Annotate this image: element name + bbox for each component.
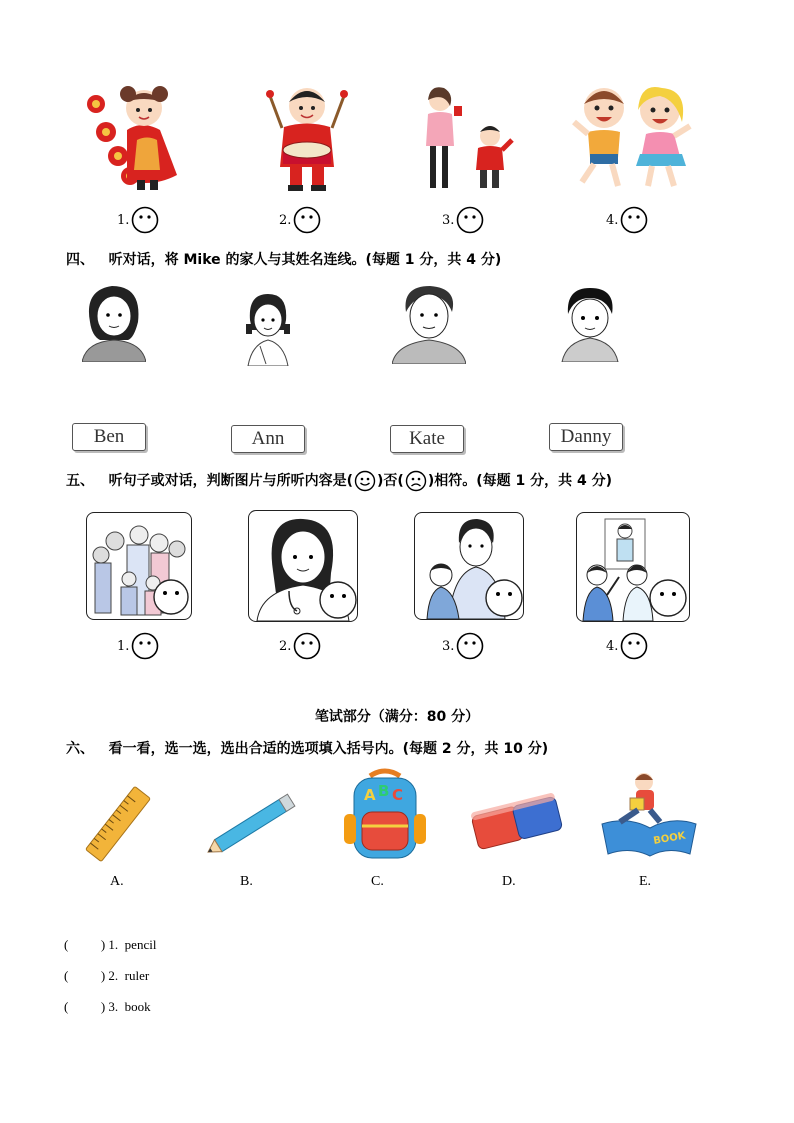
- answer-blank[interactable]: ( ) 2.: [64, 968, 119, 983]
- smiley-face-icon[interactable]: [293, 206, 321, 234]
- svg-text:B: B: [378, 782, 390, 800]
- top-item-4: [606, 206, 648, 234]
- section-instruction-a: 听句子或对话，判断图片与所听内容是(: [108, 473, 354, 489]
- illustration-girl-lanterns: [82, 80, 194, 195]
- illustration-eraser: [468, 790, 566, 856]
- smiley-face-icon[interactable]: [620, 206, 648, 234]
- section-number: 六、: [66, 741, 94, 757]
- item-number: 4.: [606, 212, 619, 228]
- top-item-1: [117, 206, 159, 234]
- answer-blank[interactable]: ( ) 3.: [64, 999, 119, 1014]
- section-instruction: 看一看，选一选，选出合适的选项填入括号内。(每题 2 分，共 10 分): [108, 741, 549, 757]
- section-number: 五、: [66, 473, 94, 489]
- question-word: book: [124, 999, 151, 1014]
- name-box-ann[interactable]: [231, 425, 305, 453]
- section-number: 四、: [66, 252, 94, 268]
- section-instruction: 听对话，将 Mike 的家人与其姓名连线。(每题 1 分，共 4 分): [108, 252, 502, 268]
- portrait-woman: [82, 282, 146, 362]
- option-d-label: D.: [502, 874, 516, 889]
- illustration-two-kids-jumping: [570, 82, 696, 194]
- illustration-backpack: [340, 766, 430, 864]
- item-number: 1.: [117, 638, 130, 654]
- question-word: pencil: [124, 937, 157, 952]
- portrait-boy: [560, 286, 620, 362]
- smiley-face-icon[interactable]: [131, 206, 159, 234]
- smiley-face-icon[interactable]: [456, 206, 484, 234]
- s5-item-4: [606, 632, 648, 660]
- smiley-face-icon: [354, 470, 376, 492]
- smiley-face-icon[interactable]: [620, 632, 648, 660]
- option-e-label: E.: [639, 874, 652, 889]
- illustration-ruler: [80, 784, 156, 864]
- smiley-face-icon: [318, 580, 358, 620]
- question-row: [64, 999, 151, 1015]
- item-number: 1.: [117, 212, 130, 228]
- smiley-face-icon[interactable]: [456, 632, 484, 660]
- written-part-heading: 笔试部分（满分：80 分）: [314, 709, 480, 725]
- svg-text:C: C: [392, 786, 404, 804]
- name-label: Ann: [251, 428, 285, 449]
- illustration-book: [598, 768, 698, 858]
- smiley-face-icon: [152, 578, 190, 616]
- top-item-3: [442, 206, 484, 234]
- item-number: 3.: [442, 212, 455, 228]
- name-box-kate[interactable]: [390, 425, 464, 453]
- answer-blank[interactable]: ( ) 1.: [64, 937, 119, 952]
- section-6-title: [66, 738, 548, 758]
- section-5-title: [66, 470, 612, 492]
- question-row: [64, 968, 149, 984]
- top-item-2: [279, 206, 321, 234]
- portrait-man: [392, 282, 466, 364]
- question-word: ruler: [124, 968, 150, 983]
- item-number: 3.: [442, 638, 455, 654]
- section-4-title: [66, 249, 501, 269]
- name-label: Danny: [560, 426, 612, 447]
- name-label: Kate: [409, 428, 445, 449]
- portrait-girl: [242, 290, 294, 366]
- option-a-label: A.: [110, 874, 124, 889]
- smiley-face-icon: [648, 578, 688, 618]
- item-number: 2.: [279, 638, 292, 654]
- smiley-face-icon[interactable]: [131, 632, 159, 660]
- s5-item-2: [279, 632, 321, 660]
- illustration-boy-drum: [262, 82, 352, 194]
- section-instruction-b: )否(: [377, 473, 404, 489]
- smiley-face-icon[interactable]: [293, 632, 321, 660]
- name-box-ben[interactable]: [72, 423, 146, 451]
- option-b-label: B.: [240, 874, 253, 889]
- svg-text:BOOK: BOOK: [652, 830, 687, 847]
- section-instruction-c: )相符。(每题 1 分，共 4 分): [427, 473, 613, 489]
- option-c-label: C.: [371, 874, 384, 889]
- illustration-mother-child: [418, 84, 514, 192]
- item-number: 4.: [606, 638, 619, 654]
- item-number: 2.: [279, 212, 292, 228]
- illustration-pencil: [200, 790, 306, 858]
- s5-item-1: [117, 632, 159, 660]
- smiley-face-icon: [484, 578, 524, 618]
- question-row: [64, 937, 156, 953]
- name-box-danny[interactable]: [549, 423, 623, 451]
- s5-item-3: [442, 632, 484, 660]
- svg-text:A: A: [364, 786, 376, 804]
- sad-face-icon: [405, 470, 427, 492]
- name-label: Ben: [93, 426, 125, 447]
